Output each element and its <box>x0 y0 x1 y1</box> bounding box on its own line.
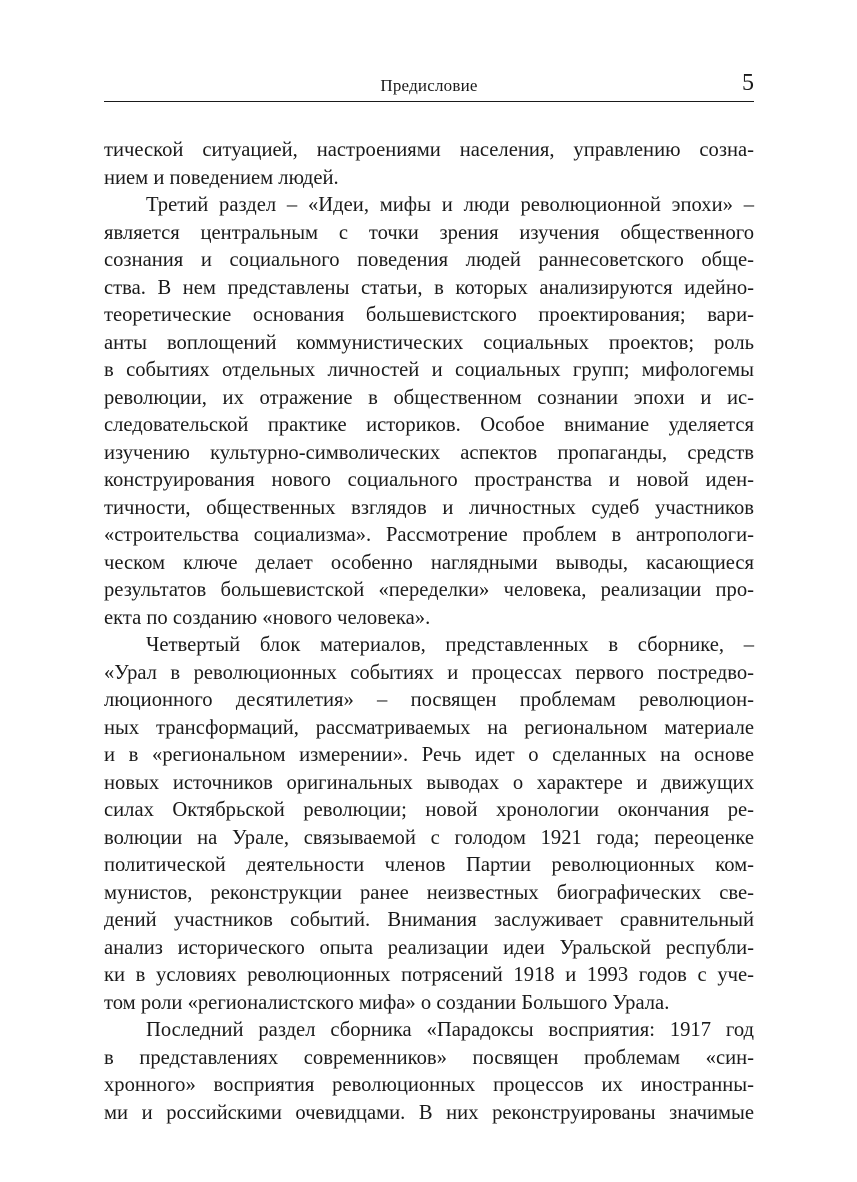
text-line: ки в условиях революционных потрясений 1918 и 1993 годов с уче- <box>104 964 754 986</box>
text-line: волюции на Урале, связываемой с голодом 1921 года; переоценке <box>104 826 754 849</box>
page-number: 5 <box>742 70 754 96</box>
text-line: тической ситуацией, настроениями населения, управлению созна- <box>104 139 754 161</box>
text-line: сознания и социального поведения людей раннесоветского обще- <box>104 249 754 271</box>
text-line: том роли «регионалистского мифа» о создании Большого Урала. <box>104 991 670 1014</box>
text-line: дений участников событий. Внимания заслуживает сравнительный <box>104 909 754 931</box>
text-line: политической деятельности членов Партии революционных ком- <box>104 854 754 876</box>
text-line: анализ исторического опыта реализации идеи Уральской республи- <box>104 936 754 959</box>
text-line: является центральным с точки зрения изучения общественного <box>104 221 754 244</box>
text-line: хронного» восприятия революционных процессов их иностранны- <box>104 1074 754 1096</box>
text-line: екта по созданию «нового человека». <box>104 606 431 629</box>
text-line: «строительства социализма». Рассмотрение проблем в антропологи- <box>104 524 754 546</box>
text-line: нием и поведением людей. <box>104 166 339 189</box>
text-line: Четвертый блок материалов, представленных в сборнике, – <box>146 634 754 656</box>
text-line: тичности, общественных взглядов и личностных судеб участников <box>104 496 754 519</box>
text-line: ных трансформаций, рассматриваемых на региональном материале <box>104 716 754 739</box>
text-line: ческом ключе делает особенно наглядными выводы, касающиеся <box>104 551 754 574</box>
text-line: теоретические основания большевистского проектирования; вари- <box>104 304 754 326</box>
text-line: в представлениях современников» посвящен проблемам «син- <box>104 1046 754 1069</box>
text-line: Третий раздел – «Идеи, мифы и люди революционной эпохи» – <box>146 194 754 216</box>
text-line: ства. В нем представлены статьи, в которых анализируются идейно- <box>104 276 754 299</box>
text-line: и в «региональном измерении». Речь идет о сделанных на основе <box>104 744 754 766</box>
text-line: люционного десятилетия» – посвящен проблемам революцион- <box>104 689 754 711</box>
running-header-title: Предисловие <box>380 76 478 95</box>
text-line: анты воплощений коммунистических социальных проектов; роль <box>104 331 754 354</box>
text-line: «Урал в революционных событиях и процессах первого постредво- <box>104 661 754 684</box>
text-line: конструирования нового социального пространства и новой иден- <box>104 469 754 491</box>
text-line: следовательской практике историков. Особое внимание уделяется <box>104 414 754 436</box>
text-line: новых источников оригинальных выводах о характере и движущих <box>104 771 754 794</box>
text-line: в событиях отдельных личностей и социальных групп; мифологемы <box>104 359 754 381</box>
header-divider <box>104 101 754 102</box>
text-line: результатов большевистской «переделки» человека, реализации про- <box>104 579 754 601</box>
text-line: ми и российскими очевидцами. В них реконструированы значимые <box>104 1101 754 1124</box>
running-header <box>104 70 754 100</box>
text-line: революции, их отражение в общественном сознании эпохи и ис- <box>104 386 754 409</box>
text-line: мунистов, реконструкции ранее неизвестных биографических све- <box>104 881 754 904</box>
text-line: Последний раздел сборника «Парадоксы восприятия: 1917 год <box>146 1019 754 1041</box>
text-line: силах Октябрьской революции; новой хронологии окончания ре- <box>104 799 754 821</box>
body-text <box>104 137 754 1127</box>
text-line: изучению культурно-символических аспектов пропаганды, средств <box>104 441 754 464</box>
